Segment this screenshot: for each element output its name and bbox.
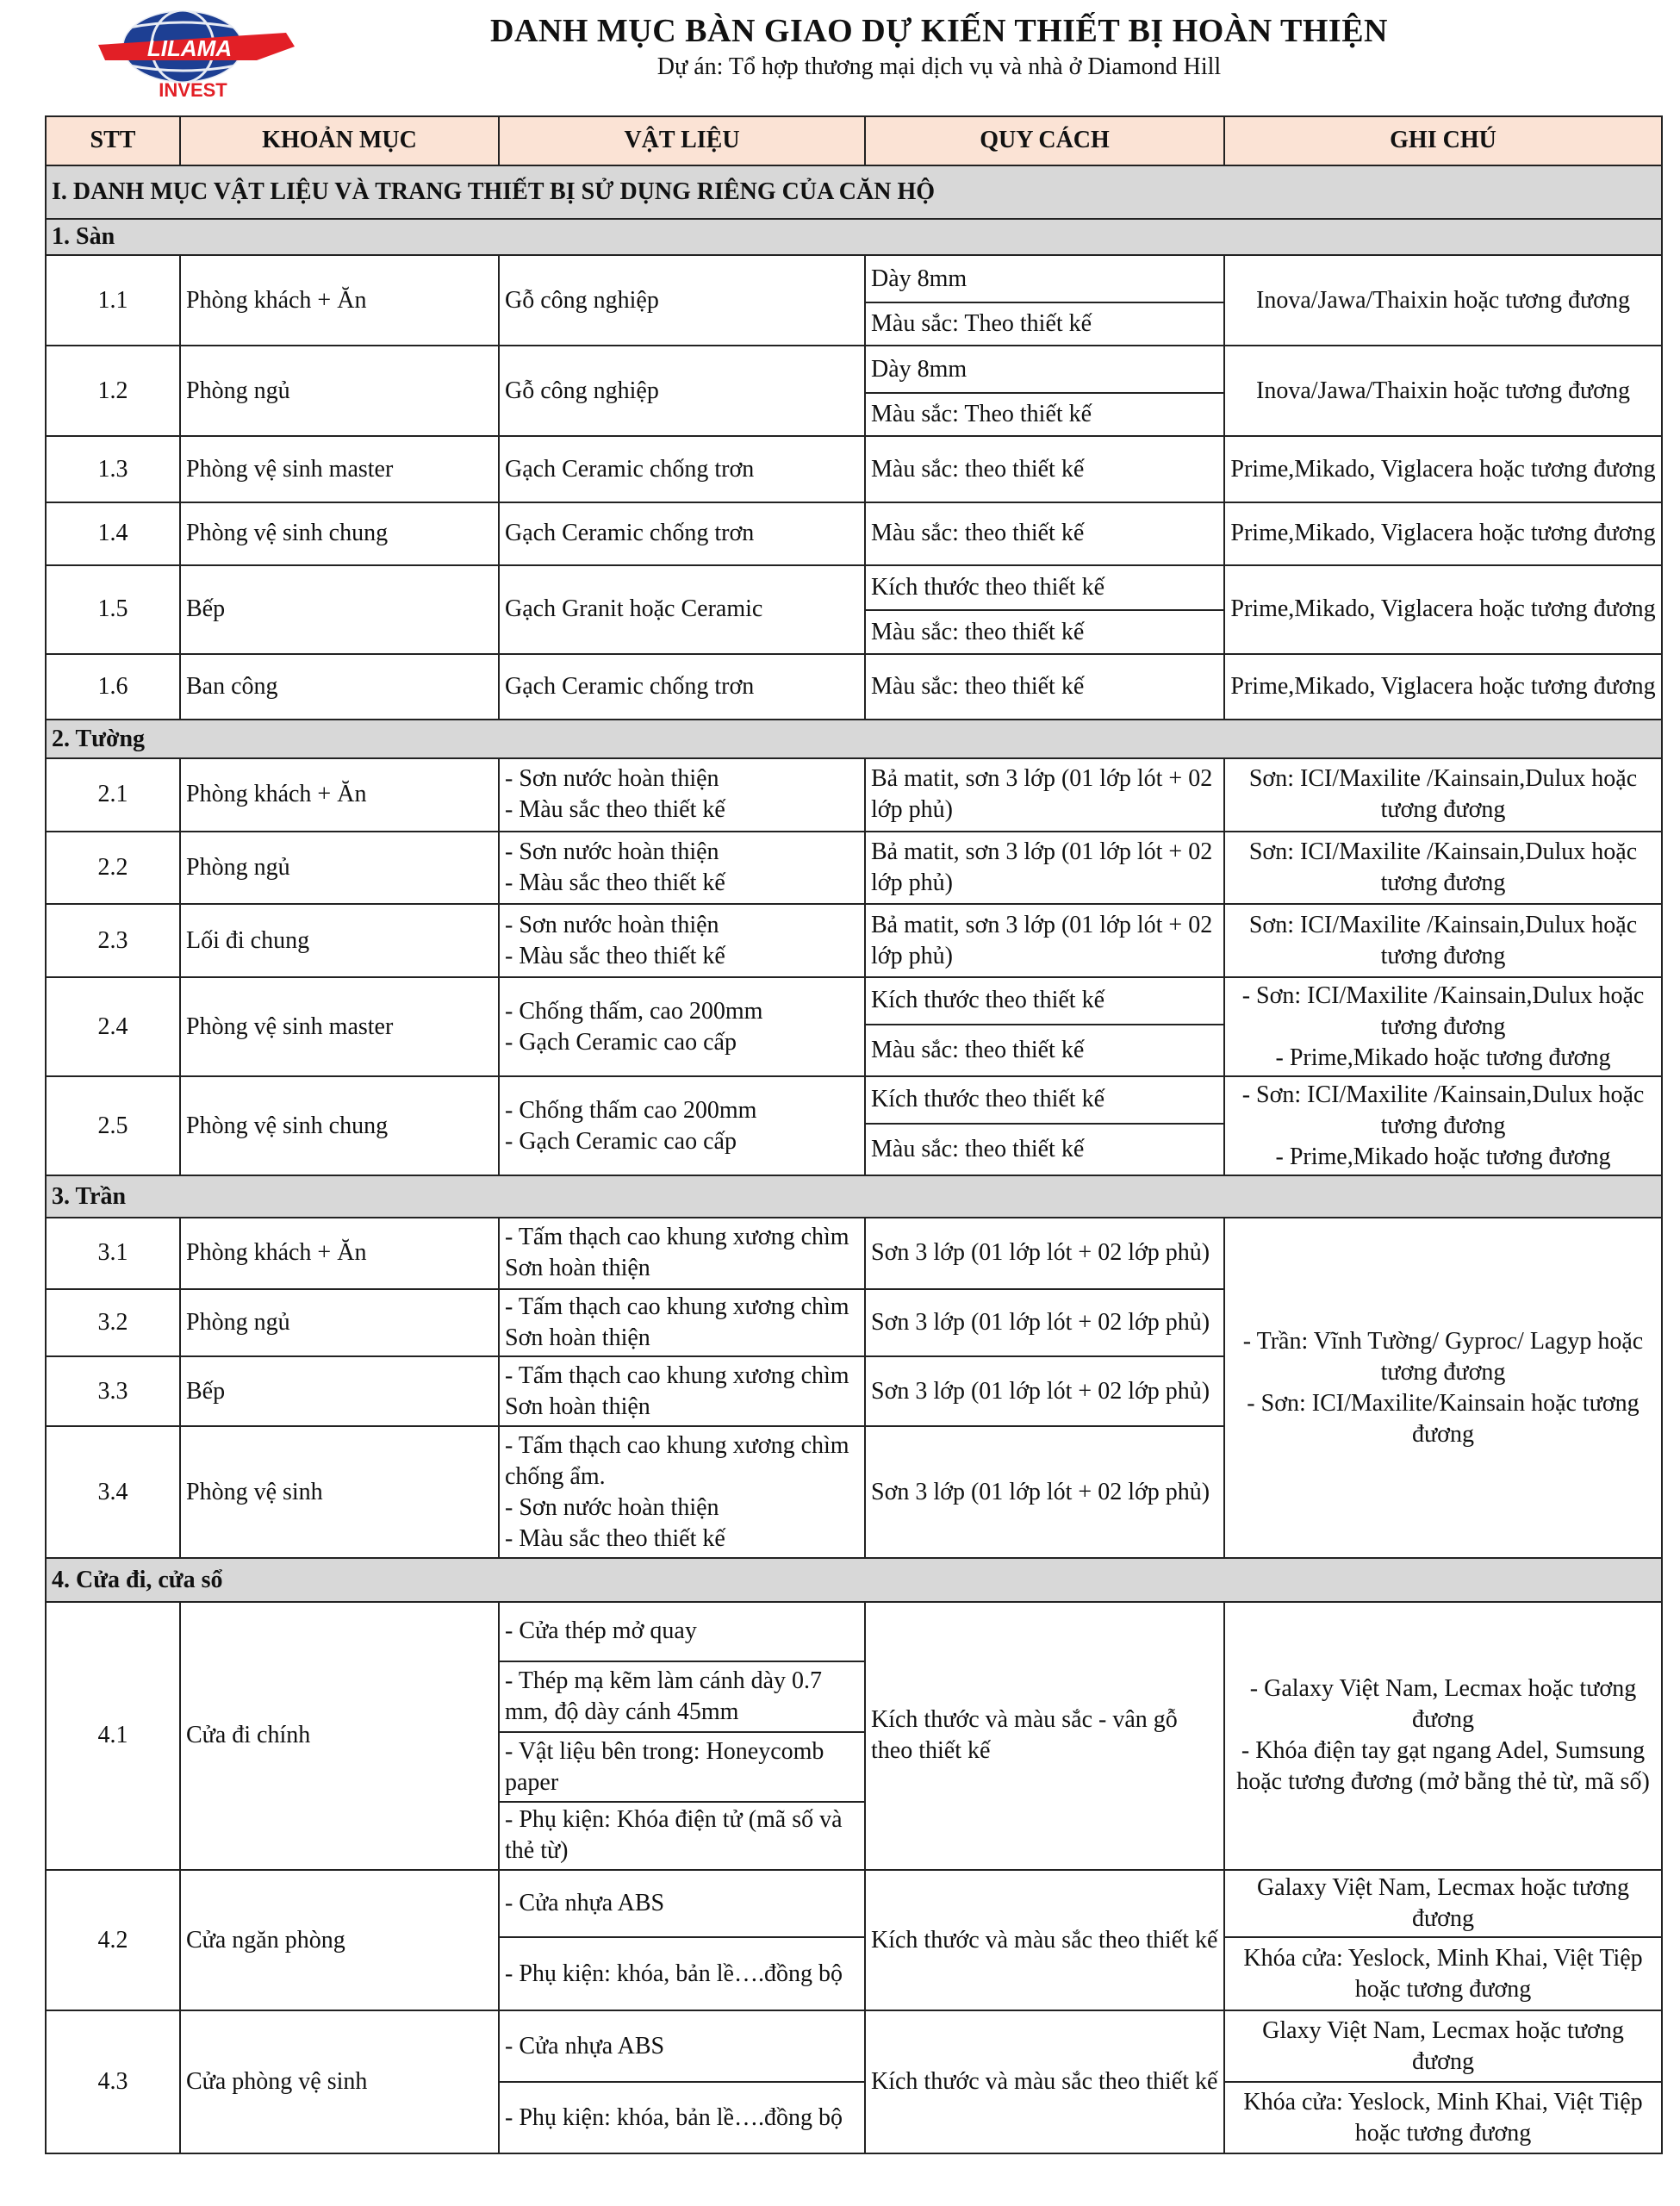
logo-wordmark: LILAMA: [146, 35, 233, 61]
section-title: 2. Tường: [46, 720, 1662, 757]
note-cell: - Sơn: ICI/Maxilite /Kainsain,Dulux hoặc tương đương - Prime,Mikado hoặc tương đương: [1224, 977, 1662, 1076]
material-cell: Gạch Ceramic chống trơn: [499, 654, 865, 720]
material-cell: - Phụ kiện: Khóa điện tử (mã số và thẻ từ): [499, 1802, 865, 1870]
material-cell: - Phụ kiện: khóa, bản lề….đồng bộ: [499, 1937, 865, 2010]
material-cell: Gỗ công nghiệp: [499, 346, 865, 436]
stt-cell: 3.4: [46, 1426, 180, 1558]
finishing-equipment-table: [45, 115, 1663, 2154]
note-cell: Sơn: ICI/Maxilite /Kainsain,Dulux hoặc tương đương: [1224, 758, 1662, 832]
stt-cell: 2.3: [46, 904, 180, 977]
item-cell: Phòng khách + Ăn: [180, 255, 499, 346]
item-cell: Phòng vệ sinh chung: [180, 502, 499, 565]
item-cell: Lối đi chung: [180, 904, 499, 977]
note-cell: Galaxy Việt Nam, Lecmax hoặc tương đương: [1224, 1870, 1662, 1938]
spec-cell: Bả matit, sơn 3 lớp (01 lớp lót + 02 lớp phủ): [865, 832, 1224, 905]
spec-cell: Sơn 3 lớp (01 lớp lót + 02 lớp phủ): [865, 1426, 1224, 1558]
stt-cell: 2.4: [46, 977, 180, 1076]
part-title: I. DANH MỤC VẬT LIỆU VÀ TRANG THIẾT BỊ SỬ DỤNG RIÊNG CỦA CĂN HỘ: [46, 165, 1662, 220]
spec-cell: Màu sắc: theo thiết kế: [865, 654, 1224, 720]
stt-cell: 1.2: [46, 346, 180, 436]
table-row: [46, 904, 1662, 977]
spec-cell: Màu sắc: Theo thiết kế: [865, 302, 1224, 346]
material-cell: - Tấm thạch cao khung xương chìm Sơn hoàn thiện: [499, 1289, 865, 1357]
col-header-spec: QUY CÁCH: [865, 116, 1224, 165]
item-cell: Bếp: [180, 1356, 499, 1426]
item-cell: Phòng vệ sinh chung: [180, 1076, 499, 1175]
material-cell: - Phụ kiện: khóa, bản lề….đồng bộ: [499, 2082, 865, 2153]
note-cell: Glaxy Việt Nam, Lecmax hoặc tương đương: [1224, 2010, 1662, 2082]
spec-cell: Màu sắc: theo thiết kế: [865, 610, 1224, 653]
table-row: [46, 436, 1662, 502]
table-row: [46, 758, 1662, 832]
material-cell: - Sơn nước hoàn thiện - Màu sắc theo thiết kế: [499, 758, 865, 832]
material-cell: - Cửa thép mở quay: [499, 1602, 865, 1661]
spec-cell: Màu sắc: theo thiết kế: [865, 1124, 1224, 1176]
stt-cell: 1.6: [46, 654, 180, 720]
document-title: DANH MỤC BÀN GIAO DỰ KIẾN THIẾT BỊ HOÀN THIỆN: [490, 13, 1388, 49]
item-cell: Ban công: [180, 654, 499, 720]
table-row: [46, 1218, 1662, 1289]
stt-cell: 3.3: [46, 1356, 180, 1426]
spec-cell: Dày 8mm: [865, 255, 1224, 302]
item-cell: Phòng ngủ: [180, 346, 499, 436]
section-heading-row: [46, 1558, 1662, 1601]
col-header-material: VẬT LIỆU: [499, 116, 865, 165]
spec-cell: Màu sắc: theo thiết kế: [865, 436, 1224, 502]
spec-cell: Kích thước theo thiết kế: [865, 565, 1224, 610]
material-cell: Gạch Ceramic chống trơn: [499, 436, 865, 502]
note-cell: Sơn: ICI/Maxilite /Kainsain,Dulux hoặc tương đương: [1224, 832, 1662, 905]
section-heading-row: [46, 720, 1662, 757]
item-cell: Phòng vệ sinh master: [180, 436, 499, 502]
note-cell: Prime,Mikado, Viglacera hoặc tương đương: [1224, 436, 1662, 502]
stt-cell: 4.1: [46, 1602, 180, 1870]
item-cell: Phòng vệ sinh master: [180, 977, 499, 1076]
material-cell: - Cửa nhựa ABS: [499, 2010, 865, 2082]
spec-cell: Màu sắc: theo thiết kế: [865, 502, 1224, 565]
spec-cell: Dày 8mm: [865, 346, 1224, 393]
material-cell: Gạch Granit hoặc Ceramic: [499, 565, 865, 654]
spec-cell: Bả matit, sơn 3 lớp (01 lớp lót + 02 lớp phủ): [865, 904, 1224, 977]
item-cell: Cửa đi chính: [180, 1602, 499, 1870]
material-cell: - Cửa nhựa ABS: [499, 1870, 865, 1938]
material-cell: - Sơn nước hoàn thiện - Màu sắc theo thiết kế: [499, 832, 865, 905]
material-cell: - Chống thấm cao 200mm - Gạch Ceramic cao cấp: [499, 1076, 865, 1175]
spec-cell: Bả matit, sơn 3 lớp (01 lớp lót + 02 lớp phủ): [865, 758, 1224, 832]
spec-cell: Kích thước và màu sắc theo thiết kế: [865, 1870, 1224, 2011]
document-subtitle: Dự án: Tổ hợp thương mại dịch vụ và nhà ở Diamond Hill: [656, 53, 1222, 80]
item-cell: Cửa ngăn phòng: [180, 1870, 499, 2011]
stt-cell: 3.2: [46, 1289, 180, 1357]
stt-cell: 2.1: [46, 758, 180, 832]
table-row: [46, 2010, 1662, 2082]
item-cell: Phòng khách + Ăn: [180, 1218, 499, 1289]
note-cell: Inova/Jawa/Thaixin hoặc tương đương: [1224, 255, 1662, 346]
stt-cell: 1.1: [46, 255, 180, 346]
material-cell: - Sơn nước hoàn thiện - Màu sắc theo thiết kế: [499, 904, 865, 977]
section-heading-row: [46, 219, 1662, 255]
spec-cell: Kích thước và màu sắc theo thiết kế: [865, 2010, 1224, 2153]
stt-cell: 1.5: [46, 565, 180, 654]
table-row: [46, 346, 1662, 393]
part-heading-row: [46, 165, 1662, 220]
note-cell: Prime,Mikado, Viglacera hoặc tương đương: [1224, 565, 1662, 654]
note-cell: Sơn: ICI/Maxilite /Kainsain,Dulux hoặc tương đương: [1224, 904, 1662, 977]
material-cell: - Tấm thạch cao khung xương chìm Sơn hoàn thiện: [499, 1218, 865, 1289]
stt-cell: 1.4: [46, 502, 180, 565]
spec-cell: Kích thước theo thiết kế: [865, 1076, 1224, 1123]
note-cell: Khóa cửa: Yeslock, Minh Khai, Việt Tiệp hoặc tương đương: [1224, 1937, 1662, 2010]
section-title: 3. Trần: [46, 1175, 1662, 1217]
stt-cell: 4.3: [46, 2010, 180, 2153]
table-row: [46, 1870, 1662, 1938]
material-cell: - Vật liệu bên trong: Honeycomb paper: [499, 1732, 865, 1802]
spec-cell: Màu sắc: Theo thiết kế: [865, 393, 1224, 436]
item-cell: Bếp: [180, 565, 499, 654]
spec-cell: Màu sắc: theo thiết kế: [865, 1025, 1224, 1077]
material-cell: Gỗ công nghiệp: [499, 255, 865, 346]
material-cell: - Thép mạ kẽm làm cánh dày 0.7 mm, độ dày cánh 45mm: [499, 1661, 865, 1733]
col-header-stt: STT: [46, 116, 180, 165]
spec-cell: Kích thước và màu sắc - vân gỗ theo thiết kế: [865, 1602, 1224, 1870]
spec-cell: Sơn 3 lớp (01 lớp lót + 02 lớp phủ): [865, 1356, 1224, 1426]
section-title: 4. Cửa đi, cửa sổ: [46, 1558, 1662, 1601]
item-cell: Phòng ngủ: [180, 1289, 499, 1357]
table-row: [46, 654, 1662, 720]
item-cell: Phòng vệ sinh: [180, 1426, 499, 1558]
material-cell: - Chống thấm, cao 200mm - Gạch Ceramic cao cấp: [499, 977, 865, 1076]
col-header-item: KHOẢN MỤC: [180, 116, 499, 165]
material-cell: Gạch Ceramic chống trơn: [499, 502, 865, 565]
note-cell: Inova/Jawa/Thaixin hoặc tương đương: [1224, 346, 1662, 436]
material-cell: - Tấm thạch cao khung xương chìm chống ẩm. - Sơn nước hoàn thiện - Màu sắc theo thiết kế: [499, 1426, 865, 1558]
item-cell: Cửa phòng vệ sinh: [180, 2010, 499, 2153]
table-header-row: [46, 116, 1662, 165]
stt-cell: 1.3: [46, 436, 180, 502]
note-cell: - Trần: Vĩnh Tường/ Gyproc/ Lagyp hoặc tương đương - Sơn: ICI/Maxilite/Kainsain hoặc tương đương: [1224, 1218, 1662, 1559]
note-cell: Khóa cửa: Yeslock, Minh Khai, Việt Tiệp hoặc tương đương: [1224, 2082, 1662, 2153]
col-header-note: GHI CHÚ: [1224, 116, 1662, 165]
spec-cell: Kích thước theo thiết kế: [865, 977, 1224, 1024]
section-title: 1. Sàn: [46, 219, 1662, 255]
spec-cell: Sơn 3 lớp (01 lớp lót + 02 lớp phủ): [865, 1289, 1224, 1357]
item-cell: Phòng khách + Ăn: [180, 758, 499, 832]
table-row: [46, 255, 1662, 302]
note-cell: - Galaxy Việt Nam, Lecmax hoặc tương đương - Khóa điện tay gạt ngang Adel, Sumsung hoặc tương đương (mở bằng thẻ từ, mã số): [1224, 1602, 1662, 1870]
table-row: [46, 502, 1662, 565]
note-cell: Prime,Mikado, Viglacera hoặc tương đương: [1224, 502, 1662, 565]
table-row: [46, 565, 1662, 610]
spec-cell: Sơn 3 lớp (01 lớp lót + 02 lớp phủ): [865, 1218, 1224, 1289]
table-row: [46, 1602, 1662, 1661]
note-cell: - Sơn: ICI/Maxilite /Kainsain,Dulux hoặc tương đương - Prime,Mikado hoặc tương đương: [1224, 1076, 1662, 1175]
item-cell: Phòng ngủ: [180, 832, 499, 905]
stt-cell: 3.1: [46, 1218, 180, 1289]
section-heading-row: [46, 1175, 1662, 1217]
stt-cell: 4.2: [46, 1870, 180, 2011]
lilama-logo: [79, 7, 312, 103]
stt-cell: 2.2: [46, 832, 180, 905]
logo-subtext: INVEST: [159, 79, 227, 101]
material-cell: - Tấm thạch cao khung xương chìm Sơn hoàn thiện: [499, 1356, 865, 1426]
table-row: [46, 832, 1662, 905]
table-row: [46, 1076, 1662, 1123]
note-cell: Prime,Mikado, Viglacera hoặc tương đương: [1224, 654, 1662, 720]
table-row: [46, 977, 1662, 1024]
stt-cell: 2.5: [46, 1076, 180, 1175]
